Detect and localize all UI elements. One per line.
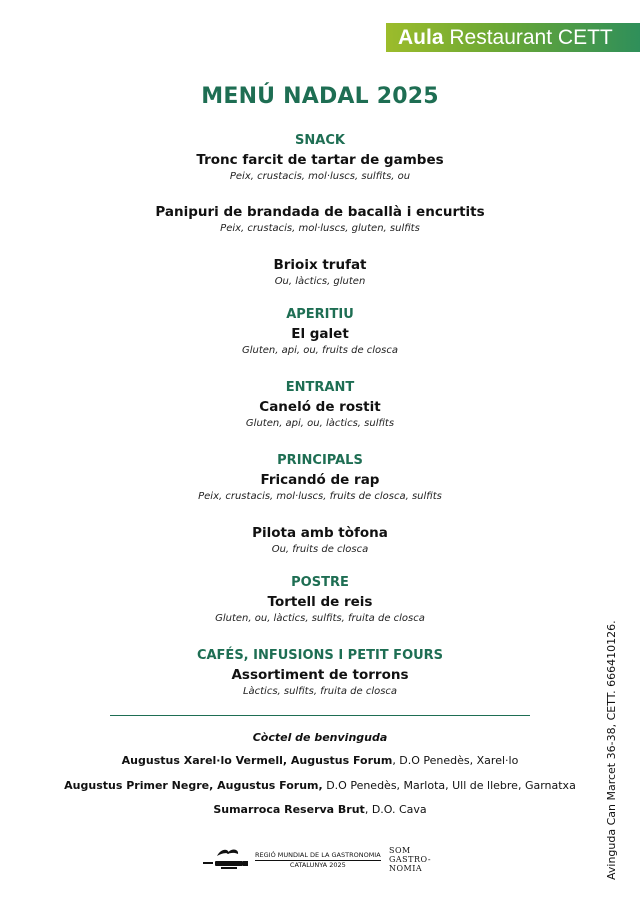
- dish-name: Panipuri de brandada de bacallà i encurtits: [155, 204, 485, 220]
- plate-icon: [203, 848, 249, 872]
- dish-block: [0, 255, 640, 289]
- dish-name: Tronc farcit de tartar de gambes: [196, 152, 444, 168]
- logo1-line1: REGIÓ MUNDIAL DE LA GASTRONOMIA: [255, 850, 381, 859]
- brand-banner: [386, 23, 640, 52]
- brand-bold: Aula: [398, 26, 444, 49]
- wine-item: [0, 754, 640, 767]
- dish-block: [0, 523, 640, 557]
- section-postre: [0, 574, 640, 626]
- page-title: MENÚ NADAL 2025: [201, 84, 439, 109]
- dish-name: Brioix trufat: [273, 257, 367, 273]
- dish-allergens: Gluten, api, ou, fruits de closca: [241, 345, 399, 356]
- dish-allergens: Peix, crustacis, mol·luscs, gluten, sulfits: [220, 223, 420, 234]
- dish-allergens: Ou, làctics, gluten: [274, 276, 366, 287]
- dish-name: Pilota amb tòfona: [252, 525, 388, 541]
- section-heading: PRINCIPALS: [277, 453, 363, 468]
- gastronomy-region-logo: [203, 848, 381, 872]
- section-heading: POSTRE: [291, 575, 349, 590]
- dish-name: Assortiment de torrons: [231, 667, 409, 683]
- dish-name: Caneló de rostit: [259, 399, 381, 415]
- logo2-line3: NOMIA: [389, 864, 423, 873]
- logo2-line2: GASTRO-: [389, 855, 432, 864]
- section-aperitiu: [0, 306, 640, 358]
- dish-allergens: Làctics, sulfits, fruita de closca: [242, 686, 398, 697]
- wine-details: , D.O. Cava: [364, 803, 427, 816]
- section-entrant: [0, 379, 640, 431]
- wine-item: [0, 779, 640, 792]
- dish-allergens: Gluten, api, ou, làctics, sulfits: [245, 418, 395, 429]
- wine-name: Sumarroca Reserva Brut: [213, 803, 365, 816]
- section-snack: [0, 132, 640, 184]
- dish-allergens: Gluten, ou, làctics, sulfits, fruita de closca: [215, 613, 425, 624]
- dish-block: [0, 202, 640, 236]
- wine-heading: Còctel de benvinguda: [252, 731, 388, 744]
- som-gastronomia-logo: [389, 846, 431, 873]
- address-vertical: Avinguda Can Marcet 36-38, CETT. 666410126.: [605, 620, 618, 880]
- wine-name: Augustus Xarel·lo Vermell, Augustus Forum: [121, 754, 393, 767]
- dish-allergens: Peix, crustacis, mol·luscs, sulfits, ou: [229, 171, 411, 182]
- section-cafes: [0, 647, 640, 699]
- logo2-line1: SOM: [389, 846, 411, 855]
- wine-item: [0, 803, 640, 816]
- dish-name: El galet: [291, 326, 349, 342]
- dish-name: Tortell de reis: [267, 594, 373, 610]
- divider: [110, 715, 530, 716]
- wine-details: D.O Penedès, Marlota, Ull de llebre, Garnatxa: [322, 779, 576, 792]
- dish-allergens: Ou, fruits de closca: [271, 544, 369, 555]
- section-principals: [0, 452, 640, 504]
- wine-details: , D.O Penedès, Xarel·lo: [392, 754, 519, 767]
- dish-name: Fricandó de rap: [260, 472, 380, 488]
- section-heading: SNACK: [295, 133, 345, 148]
- wine-name: Augustus Primer Negre, Augustus Forum,: [64, 779, 323, 792]
- section-heading: APERITIU: [286, 307, 354, 322]
- logo1-line2: CATALUNYA 2025: [255, 860, 381, 870]
- section-heading: ENTRANT: [285, 380, 355, 395]
- section-heading: CAFÉS, INFUSIONS I PETIT FOURS: [196, 648, 444, 663]
- brand-rest: Restaurant CETT: [443, 26, 613, 49]
- dish-allergens: Peix, crustacis, mol·luscs, fruits de closca, sulfits: [198, 491, 442, 502]
